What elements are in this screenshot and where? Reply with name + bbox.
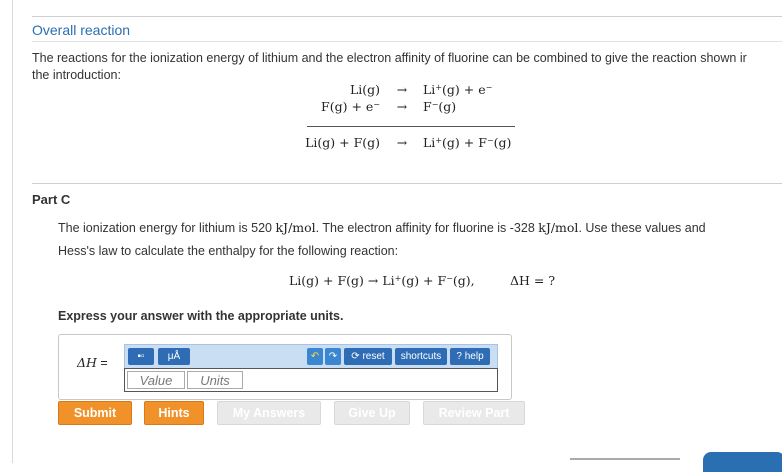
- arrow-icon: →: [396, 135, 408, 150]
- my-answers-button[interactable]: My Answers: [217, 401, 321, 425]
- arrow-icon: →: [396, 82, 408, 97]
- help-button[interactable]: ? help: [450, 348, 490, 365]
- feedback-link[interactable]: [570, 458, 680, 460]
- shortcuts-button[interactable]: shortcuts: [395, 348, 447, 365]
- templates-icon: ▪▫: [137, 351, 145, 362]
- reaction-2-rhs: F−(g): [423, 99, 457, 114]
- section-title-overall: Overall reaction: [32, 22, 131, 38]
- answer-toolbar: [124, 344, 498, 370]
- reset-icon: ⟳: [351, 351, 363, 362]
- hints-button[interactable]: Hints: [144, 401, 204, 425]
- answer-label: ΔH =: [77, 355, 108, 370]
- question-line-2: Hess's law to calculate the enthalpy for the following reaction:: [58, 244, 399, 258]
- question-line-1: The ionization energy for lithium is 520 kJ/mol. The electron affinity for fluorine is -328 kJ/mol. Use these values and: [58, 220, 706, 235]
- title-divider: [32, 41, 782, 42]
- left-border: [12, 0, 13, 463]
- redo-button[interactable]: [325, 348, 341, 365]
- instruction-text: Express your answer with the appropriate units.: [58, 309, 344, 323]
- units-input[interactable]: Units: [187, 371, 243, 389]
- reset-button[interactable]: ⟳ reset: [344, 348, 392, 365]
- arrow-icon: →: [396, 99, 408, 114]
- reaction-2-lhs: F(g) + e−: [321, 99, 380, 114]
- answer-input-row: [124, 368, 498, 392]
- units-icon: μÅ: [167, 351, 181, 362]
- value-input[interactable]: Value: [127, 371, 185, 389]
- part-divider: [32, 183, 782, 184]
- answer-box: [58, 334, 512, 400]
- review-part-button[interactable]: Review Part: [423, 401, 525, 425]
- top-divider: [32, 16, 782, 17]
- submit-button[interactable]: Submit: [58, 401, 132, 425]
- net-reaction-lhs: Li(g) + F(g): [305, 135, 380, 150]
- part-title: Part C: [32, 192, 71, 207]
- templates-button[interactable]: [128, 348, 154, 365]
- units-button[interactable]: [158, 348, 190, 365]
- redo-icon: ↷: [328, 351, 338, 362]
- intro-line-2: the introduction:: [32, 68, 121, 82]
- reaction-1-lhs: Li(g): [349, 82, 380, 97]
- target-equation: Li(g) + F(g) → Li+(g) + F−(g),: [289, 273, 475, 288]
- give-up-button[interactable]: Give Up: [334, 401, 410, 425]
- help-icon: ?: [456, 351, 462, 362]
- continue-button[interactable]: [703, 452, 782, 472]
- intro-text: [32, 50, 782, 84]
- undo-icon: ↶: [310, 351, 320, 362]
- intro-line-1: The reactions for the ionization energy of lithium and the electron affinity of fluorine can be combined to give the reaction shown ir: [32, 51, 747, 65]
- sum-line: [307, 126, 515, 127]
- reaction-1-rhs: Li+(g) + e−: [423, 82, 493, 97]
- undo-button[interactable]: [307, 348, 323, 365]
- delta-h-unknown: ΔH = ?: [510, 273, 556, 288]
- net-reaction-rhs: Li+(g) + F−(g): [423, 135, 512, 150]
